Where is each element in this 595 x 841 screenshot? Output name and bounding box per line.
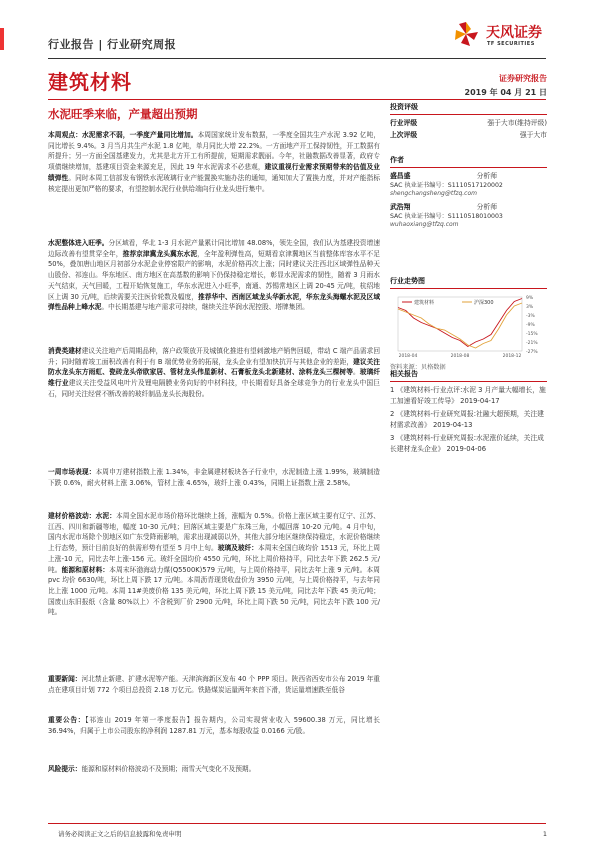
analyst-email[interactable]: wuhaoxiang@tfzq.com <box>390 221 459 228</box>
consumer-highlight-1: 建议关注防水龙头东方雨虹、瓷砖龙头帝欧家居、管材龙头伟星新材、石膏板龙头北新建材、涂料龙头三棵树等 <box>48 357 380 377</box>
report-category: 行业报告 | 行业研究周报 <box>48 38 177 51</box>
trend-heading: 行业走势图 <box>390 277 425 285</box>
analyst-card <box>390 202 547 228</box>
y-tick-label: -3% <box>526 314 535 319</box>
analyst-title: 分析师 <box>476 172 497 180</box>
rating-label: 行业评级 <box>390 119 418 127</box>
sidebar-authors <box>390 153 547 228</box>
related-report-link[interactable]: 3 《建筑材料-行业研究周报:水泥涨价延续，关注成长建材龙头企业》 2019-04-06 <box>390 434 544 453</box>
view-highlight: 建议重视行业需求预期带来的估值及业绩弹性 <box>48 163 380 182</box>
related-list <box>390 385 547 454</box>
prices-text-c: 本周末环渤海动力煤(Q5500K)579 元/吨，与上周价格持平，同比去年上涨 9 元/吨。本周 pvc 均价 6630/吨，环比上周下跌 17 元/吨。本周沥青现货收盘价为 3950 元/吨，与上周价格持平，与去年同比上涨 1000 元/吨。本周 11#美废价格 135 美元/吨，环比上周下跌 15 美元/吨，同比去年下跌 45 美元/吨；国废山东旧报纸（含量 80%以上）不含税到厂价 2900 元/吨，环比上周下跌 50 元/吨，同比去年下跌 100 元/吨。 <box>48 565 380 617</box>
rating-heading: 投资评级 <box>390 103 418 111</box>
trend-chart <box>390 291 547 361</box>
x-tick-label: 2018-04 <box>398 354 418 359</box>
consumer-lead: 消费类建材 <box>48 347 82 355</box>
y-tick-label: 9% <box>526 296 534 301</box>
prev-rating-value: 强于大市 <box>519 131 547 139</box>
body-section-news <box>48 674 380 695</box>
analyst-name: 武浩翔 <box>390 203 411 211</box>
view-lead: 本周观点：水泥需求不弱，一季度产量同比增加。 <box>48 131 198 139</box>
announcements-text: 【祁连山 2019 年第一季度报告】报告期内，公司实现营业收入 59600.38 万元，同比增长 36.94%，归属于上市公司股东的净利润 1287.81 万元，基本每股收益 0.0166 元/股。 <box>48 716 380 735</box>
consumer-text-c: 建议关注受益风电叶片及锂电隔膜业务向好的中材科技，中长期看好具备全球竞争力的行业龙头中国巨石，同时关注经营不断改善的玻纤制品龙头长海股份。 <box>48 379 380 398</box>
report-headline: 水泥旺季来临，产量超出预期 <box>48 107 198 121</box>
risk-lead: 风险提示： <box>48 765 82 773</box>
author-heading: 作者 <box>390 156 404 164</box>
view-text-b: 。同时本周工信部发布钢铁水泥玻璃行业产能置换实施办法的通知，通知加大了置换力度，并对产能指标核定提出更加严格的要求，有望控制水泥行业供给端向行业龙头进行集中。 <box>48 173 381 193</box>
report-type: 证券研究报告 <box>499 74 547 83</box>
y-tick-label: -15% <box>526 332 538 337</box>
x-tick-label: 2018-12 <box>502 354 522 359</box>
consumer-text-b: 。 <box>352 368 360 377</box>
y-tick-label: -9% <box>526 323 535 328</box>
view-text-a: 本周国家统计发布数据，一季度全国共生产水泥 3.92 亿吨，同比增长 9.4%。3 月当月共生产水泥 1.8 亿吨，单月同比大增 22.2%。一方面地产开工保持韧性，开工数据有所提升；另一方面全国基建发力，尤其是北方开工有所提前，短期需求靓丽。今年，社融数据改善显著，政府专项债继续增加，基建项目资金来源充足，因此 19 年水泥需求不必悲观， <box>48 131 381 172</box>
body-section-announcements <box>48 715 380 736</box>
logo-mark-icon <box>450 18 482 50</box>
analyst-card <box>390 171 547 197</box>
body-section-view <box>48 130 380 194</box>
sidebar-rating <box>390 100 547 141</box>
prices-highlight-1: 玻璃及玻纤： <box>217 544 258 553</box>
body-section-prices <box>48 511 380 618</box>
cement-text-c: 。中长期基建与地产需求可持续，继续关注华润水泥控股、塔牌集团。 <box>101 303 309 312</box>
report-date: 2019 年 04 月 21 日 <box>464 88 547 97</box>
prices-text-a: 本周全国水泥市场价格环比继续上扬，涨幅为 0.5%。价格上涨区域主要有辽宁、江苏、江西、四川和新疆等地，幅度 10-30 元/吨；回落区域主要是广东珠三角，小幅回落 10-20 元/吨。4 月中旬，国内水泥市场除个别地区如广东受降雨影响，需求出现减弱以外，其他大部分地区继续保持稳定，水泥价格继续上行态势，预计目前良好的供需形势有望至 5 月中上旬。 <box>48 512 380 553</box>
prices-text-b: 本周末全国白玻均价 1513 元，环比上周上涨-10 元，同比去年上涨-156 元。玻纤全国均价 4550 元/吨，环比上周价格持平，同比去年下跌 262.5 元/吨。 <box>48 544 381 574</box>
consumer-highlight-2: 玻璃纤维行业 <box>48 368 381 388</box>
body-section-cement <box>48 238 380 313</box>
market-text: 本周申万建材指数上涨 1.34%，非金属建材板块各子行业中，水泥制造上涨 1.99%，玻璃制造下跌 0.6%，耐火材料上涨 3.06%，管材上涨 4.65%，玻纤上涨 0.43%，同期上证指数上涨 2.58%。 <box>48 468 380 487</box>
author-rule <box>390 167 547 168</box>
sidebar-related <box>390 367 547 454</box>
legend-label: 沪深300 <box>474 299 494 306</box>
body-section-market <box>48 467 380 488</box>
related-report-link[interactable]: 1 《建筑材料-行业点评:水泥 3 月产量大幅增长，施工加速看好竣工传导》 2019-04-17 <box>390 386 546 405</box>
news-lead: 重要新闻： <box>48 675 82 683</box>
cement-lead: 水泥整体进入旺季。 <box>48 239 109 247</box>
analyst-title: 分析师 <box>476 203 497 211</box>
legend-label: 建筑材料 <box>414 299 435 306</box>
analyst-cert: SAC 执业证书编号：S1110517120002 <box>390 182 503 189</box>
header-divider <box>48 58 546 59</box>
cement-highlight-2: 推荐华中、西南区域龙头华新水泥，华东龙头海螺水泥及区域弹性品种上峰水泥 <box>48 292 381 312</box>
related-rule <box>390 381 547 382</box>
cement-highlight-1: 推荐京津冀龙头冀东水泥 <box>122 249 198 258</box>
related-report-link[interactable]: 2 《建筑材料-行业研究周报:社融大超预期，关注建材需求改善》 2019-04-13 <box>390 410 544 429</box>
header-accent-bar <box>0 28 4 50</box>
trend-source: 资料来源：贝格数据 <box>390 364 446 371</box>
sector-title: 建筑材料 <box>48 70 132 94</box>
footer-divider <box>48 823 546 824</box>
rating-value: 强于大市(维持评级) <box>487 119 547 127</box>
prices-lead: 建材价格波动：水泥： <box>48 512 116 520</box>
page-number: 1 <box>542 830 547 838</box>
footer-disclaimer: 请务必阅读正文之后的信息披露和免责申明 <box>58 830 182 838</box>
prices-highlight-2: 能源和原材料： <box>61 565 110 574</box>
prev-rating-label: 上次评级 <box>390 131 418 139</box>
company-logo <box>450 18 550 50</box>
market-lead: 一周市场表现： <box>48 468 96 476</box>
logo-subtext: TF SECURITIES <box>487 41 535 47</box>
sidebar-trend <box>390 274 547 372</box>
cement-text-b: ，全年盈利弹性高，短期看京津冀地区当前整体库容水平不足 50%，叠加唐山地区月初部分水泥企业停窑限产的影响，水泥价格再次上涨；同时建议关注西北区域弹性品种天山股份、祁连山。华东地区、南方地区在高基数的影响下仍保持稳定增长，彰显水泥需求的韧性，随着 3 月雨水天气结束，天气回暖，工程开始恢复施工，华东水泥进入小旺季，南通、苏锡常地区上调 20-45 元/吨，杭绍地区上调 30 元/吨，后续需要关注医价轮数及幅度， <box>48 249 381 301</box>
body-section-consumer <box>48 346 380 400</box>
y-tick-label: 3% <box>526 305 534 310</box>
body-section-risk <box>48 764 380 775</box>
consumer-text-a: 建议关注地产后周期品种，落户政策放开及城镇化推进有望刺激地产销售回暖，带动 C 端产品需求回升；同时随着竣工面积改善有利于有 B 端优势业务的拓展，龙头企业有望加快抗开与其他企业的差距， <box>48 347 381 366</box>
analyst-cert: SAC 执业证书编号：S1110518010003 <box>390 213 503 220</box>
series-line <box>398 303 522 348</box>
logo-text: 天风证券 <box>486 25 542 41</box>
analyst-email[interactable]: shengchangsheng@tfzq.com <box>390 190 477 197</box>
announcements-lead: 重要公告： <box>48 716 86 724</box>
trend-rule <box>390 288 547 289</box>
x-tick-label: 2018-08 <box>450 354 470 359</box>
analyst-name: 盛昌盛 <box>390 172 411 180</box>
cement-text-a: 分区域看，华北 1-3 月水泥产量累计同比增加 48.08%，领先全国，我们认为基建投资增速边际改善有望贯穿全年， <box>48 239 381 258</box>
news-text: 河北禁止新建、扩建水泥等产能。天津滨海新区发布 40 个 PPP 项目。陕西省西安市公布 2019 年重点在建项目计划 772 个项目总投资 2.18 万亿元。铁路煤炭运量两年来首下滑，货运量增速跌至低谷 <box>48 675 380 694</box>
related-heading: 相关报告 <box>390 370 418 378</box>
rating-rule <box>390 114 547 115</box>
y-tick-label: -27% <box>526 350 538 355</box>
y-tick-label: -21% <box>526 341 538 346</box>
risk-text: 能源和原材料价格波动不及预期；雨雪天气变化不及预期。 <box>81 765 256 773</box>
